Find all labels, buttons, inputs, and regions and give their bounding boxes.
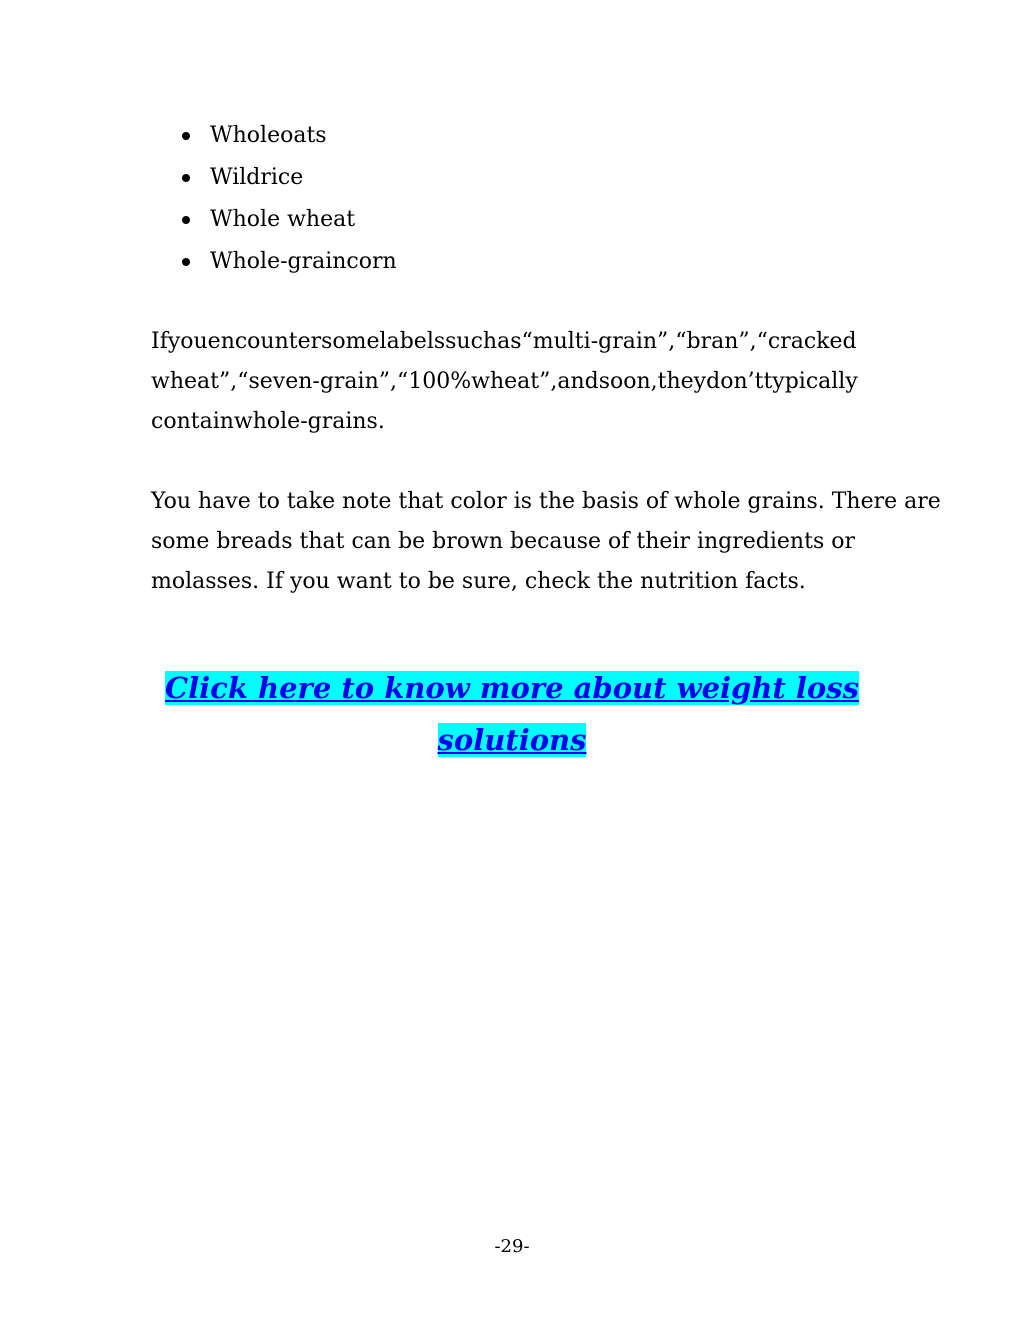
list-item-text: Whole-graincorn (210, 249, 397, 274)
list-item (180, 202, 397, 244)
color-paragraph (151, 482, 941, 602)
paragraph-line: wheat”,“seven-grain”,“100%wheat”,andsoon,theydon’ttypically (151, 369, 858, 394)
list-item (180, 118, 397, 160)
page-number: -29- (494, 1236, 530, 1257)
weight-loss-link[interactable] (100, 664, 924, 768)
grain-list (180, 118, 397, 286)
weight-loss-link-text-2[interactable]: solutions (437, 723, 587, 757)
bullet-icon (182, 258, 190, 266)
paragraph-line: containwhole-grains. (151, 409, 385, 434)
paragraph-line: You have to take note that color is the basis of whole grains. There are (151, 489, 941, 514)
list-item (180, 244, 397, 286)
weight-loss-link-text-1[interactable]: Click here to know more about weight loss (165, 671, 859, 705)
list-item-text: Whole wheat (210, 207, 356, 232)
bullet-icon (182, 174, 190, 182)
link-line (100, 664, 924, 716)
bullet-icon (182, 216, 190, 224)
list-item-text: Wildrice (210, 165, 304, 190)
paragraph-line: some breads that can be brown because of their ingredients or (151, 529, 855, 554)
bullet-icon (182, 132, 190, 140)
list-item-text: Wholeoats (210, 123, 327, 148)
labels-paragraph (151, 322, 891, 442)
paragraph-line: molasses. If you want to be sure, check the nutrition facts. (151, 569, 806, 594)
paragraph-line: Ifyouencountersomelabelssuchas“multi-grain”,“bran”,“cracked (151, 329, 857, 354)
list-item (180, 160, 397, 202)
link-line (100, 716, 924, 768)
